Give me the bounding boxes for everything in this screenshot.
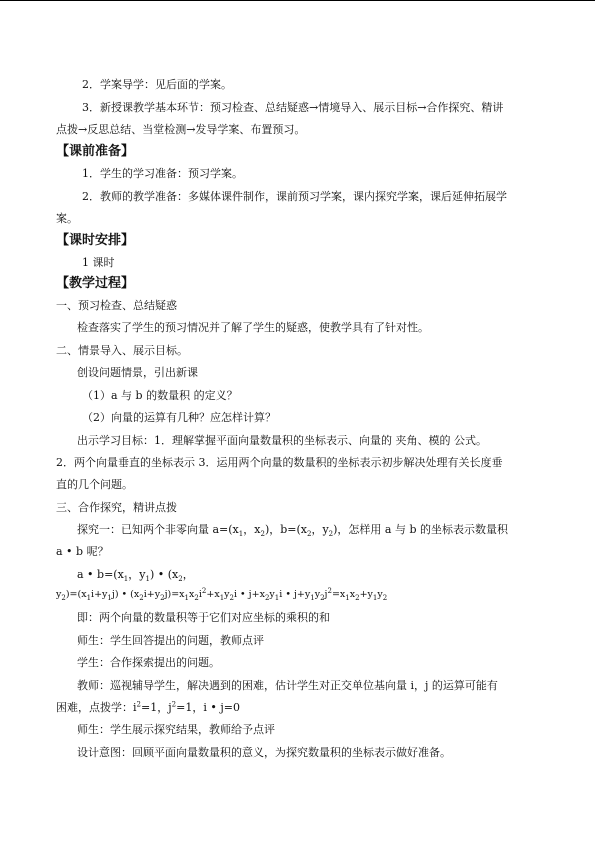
text-line: 一、预习检查、总结疑惑 [56, 299, 177, 312]
header-rule [0, 0, 595, 1]
section-heading: 【课前准备】 [56, 144, 135, 159]
text-line: 学生：合作探索提出的问题。 [77, 656, 220, 669]
explore-one-line: 探究一：已知两个非零向量 $a=(x_1$，$x_2$)，$b=(x_2$，$y_2$)，怎样用 a 与 b 的坐标表示数量积 [77, 523, 509, 539]
text-line: 1．学生的学习准备：预习学案。 [82, 167, 243, 180]
text-line: 教师：巡视辅导学生，解决遇到的困难，估计学生对正交单位基向量 i，j 的运算可能有 [77, 679, 498, 692]
text-line: 师生：学生回答提出的问题，教师点评 [77, 634, 264, 647]
section-heading: 【课时安排】 [56, 233, 135, 248]
text-line: 二、情景导入、展示目标。 [56, 344, 188, 357]
text-line: 师生：学生展示探究结果，教师给予点评 [77, 723, 275, 736]
text-line: 出示学习目标：1．理解掌握平面向量数量积的坐标表示、向量的 夹角、模的 公式。 [77, 434, 487, 447]
text-line: 2．学案导学：见后面的学案。 [82, 78, 232, 91]
text-line: 1 课时 [82, 256, 115, 269]
section-heading: 【教学过程】 [56, 276, 135, 291]
text-line: （2）向量的运算有几种？应怎样计算？ [82, 411, 276, 424]
text-line: 3．新授课教学基本环节：预习检查、总结疑惑→情境导入、展示目标→合作探究、精讲 [82, 101, 504, 114]
text-line: 创设问题情景，引出新课 [77, 366, 198, 379]
text-line: 检查落实了学生的预习情况并了解了学生的疑惑，使教学具有了针对性。 [77, 321, 429, 334]
text-line: （1）a 与 b 的数量积 的定义？ [82, 389, 238, 402]
equation-line: a • $b=(x_1$，$y_1$) • ($x_2$， [77, 568, 194, 584]
text-line: 直的几个问题。 [56, 478, 133, 491]
text-line: 三、合作探究，精讲点拨 [56, 501, 177, 514]
text-line: 案。 [56, 212, 78, 225]
text-line: 2．教师的教学准备：多媒体课件制作，课前预习学案，课内探究学案，课后延伸拓展学 [82, 190, 507, 203]
hint-line: 困难，点拨学：$i^2=1$，$j^2=1$，i • j=0 [56, 700, 240, 714]
text-line: 即：两个向量的数量积等于它们对应坐标的乘积的和 [77, 611, 330, 624]
text-line: 点拨→反思总结、当堂检测→发导学案、布置预习。 [56, 123, 306, 136]
text-line: a • b 呢？ [56, 545, 109, 558]
equation-line: $y_2)=(x_1i+y_1j)$ • $(x_2i+y_2j)=x_1x_2i^2+x_1y_2i$ • $j+x_2y_1i$ • $j+y_1y_2j^2=x_1x_2+y_1y_2$ [56, 586, 388, 602]
text-line: 设计意图：回顾平面向量数量积的意义，为探究数量积的坐标表示做好准备。 [77, 746, 451, 759]
text-line: 2．两个向量垂直的坐标表示 3．运用两个向量的数量积的坐标表示初步解决处理有关长度垂 [56, 456, 503, 469]
